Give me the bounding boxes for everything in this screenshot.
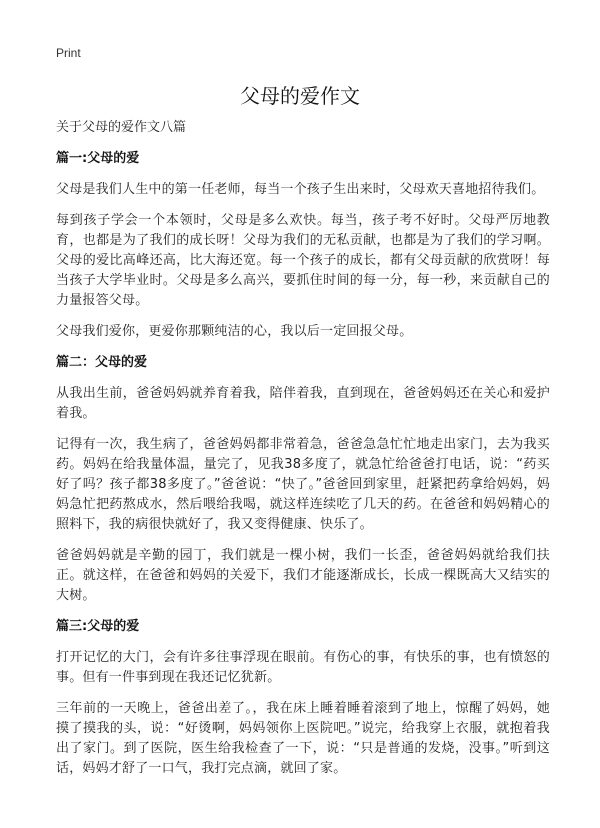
paragraph: 打开记忆的大门，会有许多往事浮现在眼前。有伤心的事，有快乐的事，也有愤怒的事。但有一件事到现在我还记忆犹新。 (56, 650, 550, 685)
section-heading: 篇三:父母的爱 (56, 619, 140, 634)
paragraph: 爸爸妈妈就是辛勤的园丁，我们就是一棵小树，我们一长歪，爸爸妈妈就给我们扶正。就这样，在爸爸和妈妈的关爱下，我们才能逐渐成长，长成一棵既高大又结实的大树。 (56, 548, 550, 603)
paragraph: 每到孩子学会一个本领时，父母是多么欢快。每当，孩子考不好时。父母严厉地教育，也都是为了我们的成长呀！父母为我们的无私贡献，也都是为了我们的学习啊。父母的爱比高峰还高，比大海还宽。每一个孩子的成长，都有父母贡献的欣赏呀！每当孩子大学毕业时。父母是多么高兴，要抓住时间的每一分，每一秒，来贡献自己的力量报答父母。 (56, 213, 550, 308)
document-subtitle: 关于父母的爱作文八篇 (56, 120, 187, 135)
section-heading: 篇二：父母的爱 (56, 355, 148, 370)
essay-section-2 (56, 353, 550, 606)
print-link[interactable]: Print (56, 46, 81, 60)
paragraph: 三年前的一天晚上，爸爸出差了。，我在床上睡着睡着滚到了地上，惊醒了妈妈，她摸了摸我的头，说：“好烫啊，妈妈领你上医院吧。”说完，给我穿上衣服，就抱着我出了家门。到了医院，医生给我检查了一下，说：“只是普通的发烧，没事。”听到这话，妈妈才舒了一口气，我打完点滴，就回了家。 (56, 701, 550, 776)
essay-section-1 (56, 149, 550, 342)
paragraph: 从我出生前，爸爸妈妈就养育着我，陪伴着我，直到现在，爸爸妈妈还在关心和爱护着我。 (56, 386, 550, 421)
paragraph: 父母我们爱你，更爱你那颗纯洁的心，我以后一定回报父母。 (56, 324, 413, 339)
paragraph: 父母是我们人生中的第一任老师，每当一个孩子生出来时，父母欢天喜地招待我们。 (56, 182, 545, 197)
paragraph: 记得有一次，我生病了，爸爸妈妈都非常着急，爸爸急急忙忙地走出家门，去为我买药。妈妈在给我量体温，量完了，见我38多度了，就急忙给爸爸打电话，说：“药买好了吗？孩子都38多度了。”爸爸说：“快了。”爸爸回到家里，赶紧把药拿给妈妈，妈妈急忙把药熬成水，然后喂给我喝，就这样连续吃了几天的药。在爸爸和妈妈精心的照料下，我的病很快就好了，我又变得健康、快乐了。 (56, 437, 550, 532)
essay-section-3 (56, 617, 550, 779)
document-body (56, 118, 550, 790)
document-title: 父母的爱作文 (240, 84, 360, 108)
section-heading: 篇一:父母的爱 (56, 151, 140, 166)
